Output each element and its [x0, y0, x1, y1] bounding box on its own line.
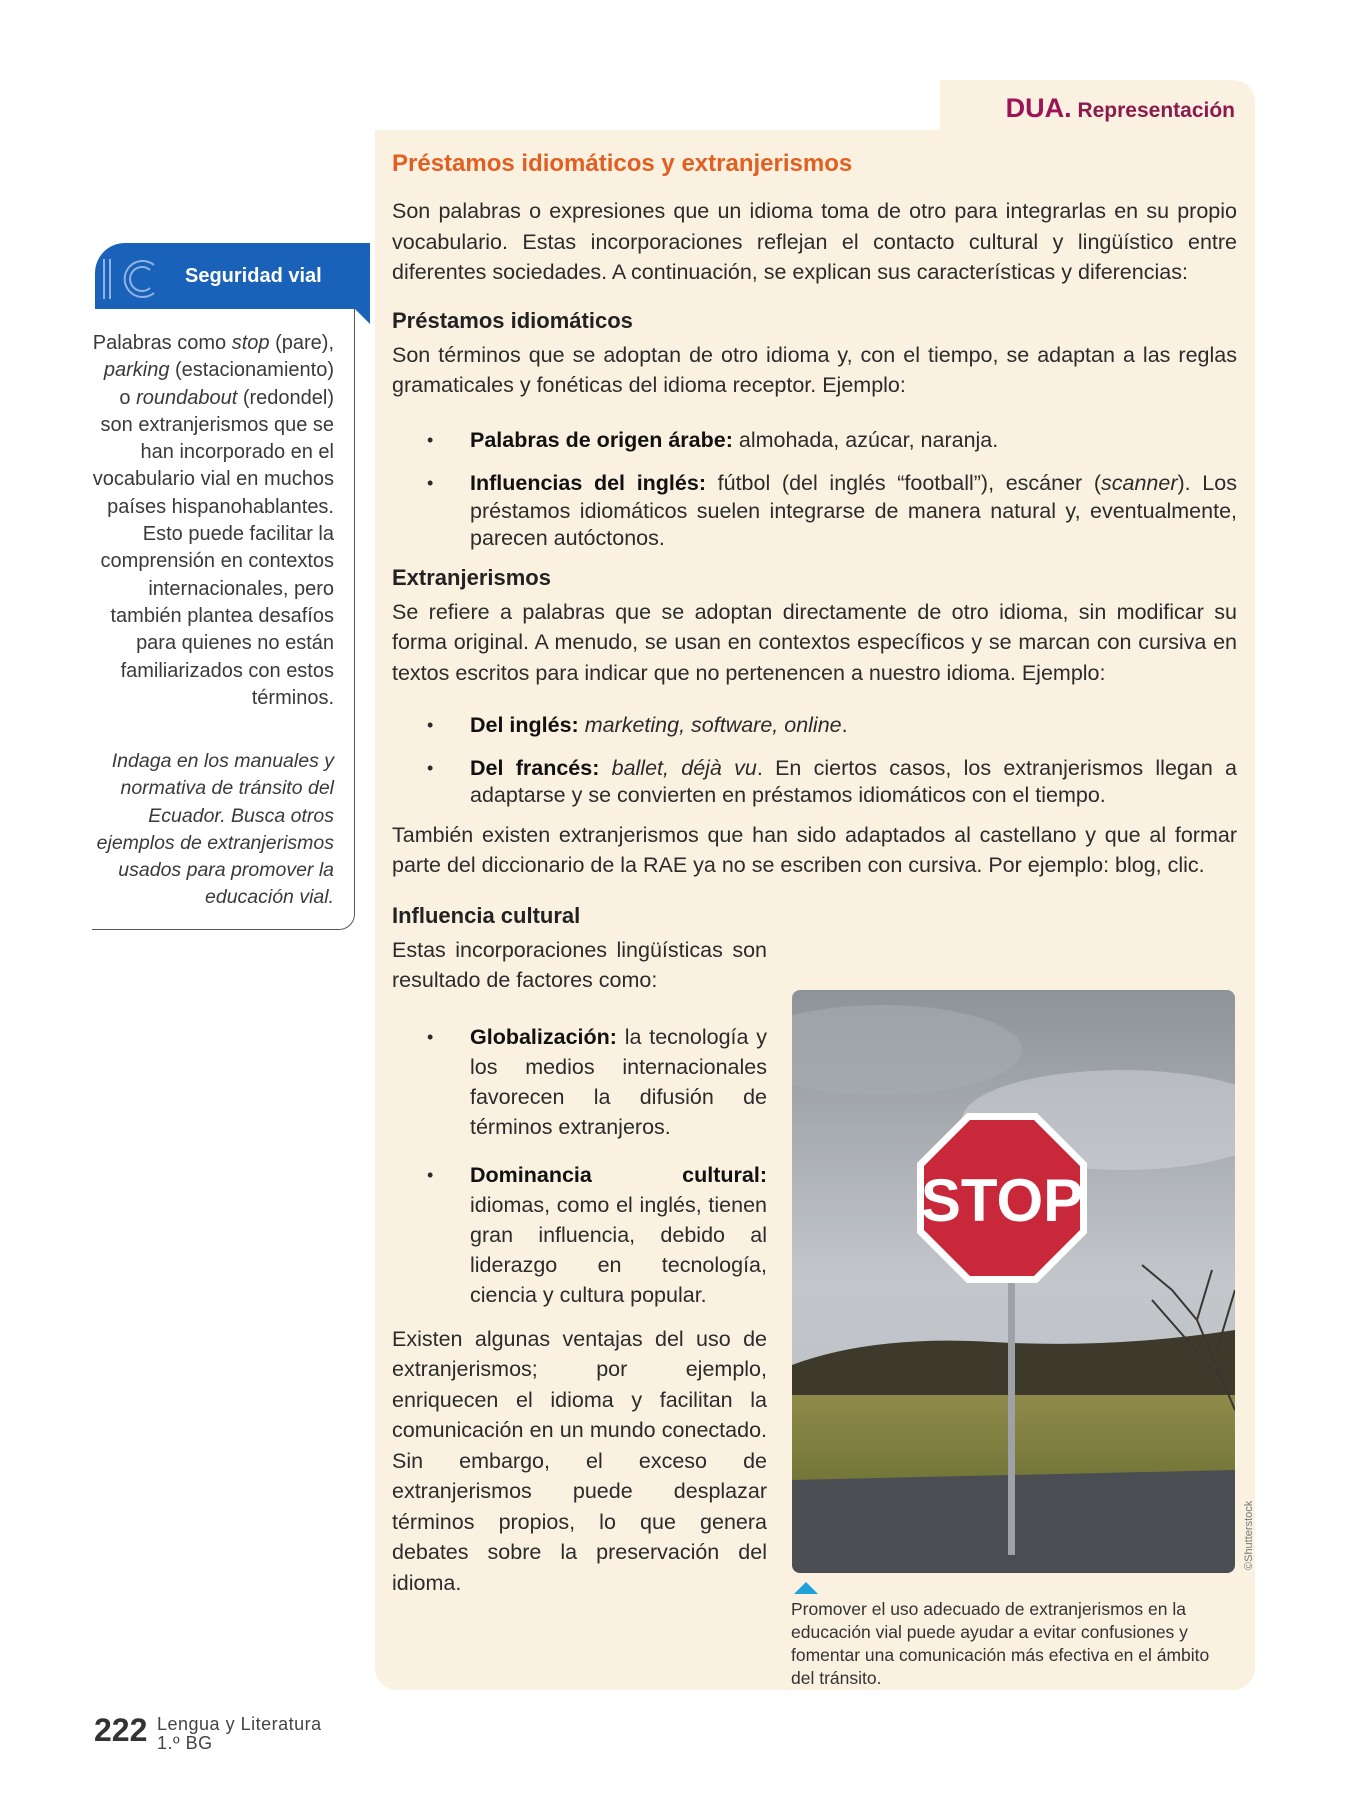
sidebar-tab-corner — [355, 309, 370, 324]
list-item — [392, 427, 1237, 455]
photo-caption: Promover el uso adecuado de extranjerismos en la educación vial puede ayudar a evitar confusiones y fomentar una comunicación más efectiva en el ámbito del tránsito. — [791, 1599, 1210, 1688]
bullet-text: . En ciertos casos, los extranjerismos llegan a adaptarse y se convierten en préstamos idiomáticos con el tiempo. — [470, 755, 1237, 807]
bullet-text: almohada, azúcar, naranja. — [732, 427, 999, 452]
prestamos-heading: Préstamos idiomáticos — [392, 307, 633, 333]
influencia-list — [392, 1022, 767, 1310]
subject-label — [157, 1715, 322, 1753]
dua-label — [1006, 93, 1235, 124]
extranjerismos-after: También existen extranjerismos que han sido adaptados al castellano y que al formar parte del diccionario de la RAE ya no se escriben con cursiva. Por ejemplo: blog, clic. — [392, 822, 1237, 877]
sign-text: STOP — [920, 1167, 1084, 1234]
grade-label: 1.º BG — [157, 1733, 213, 1753]
sidebar-text-part: Palabras como — [92, 332, 232, 354]
subject-name: Lengua y Literatura — [157, 1714, 322, 1734]
extranjerismos-paragraph: Se refiere a palabras que se adoptan directamente de otro idioma, sin modificar su forma original. A menudo, se usan en contextos específicos y se marcan con cursiva en textos escritos para indicar que no pertenencen a nuestro idioma. Ejemplo: — [392, 599, 1237, 685]
bullet-italic: scanner — [1101, 471, 1178, 495]
influencia-column — [392, 935, 767, 1599]
section-title: Préstamos idiomáticos y extranjerismos — [392, 150, 853, 177]
influencia-paragraph: Estas incorporaciones lingüísticas son resultado de factores como: — [392, 937, 767, 992]
sidebar-text-part: (estacionamiento) o — [119, 359, 334, 409]
sidebar-text-part: (redondel) son extranjerismos que se han incorporado en el vocabulario vial en muchos países hispanohablantes. Esto puede facilitar la comprensión en contextos internacionales, pero también plantea desafíos para quienes no están familiarizados con estos términos. — [92, 386, 334, 709]
dua-category: Representación — [1077, 99, 1235, 122]
bullet-text: ). Los préstamos idiomáticos suelen integrarse de manera natural y, eventualmente, parecen autóctonos. — [470, 471, 1237, 550]
sidebar-note: Indaga en los manuales y normativa de tránsito del Ecuador. Busca otros ejemplos de extranjerismos usados para promover la educación vial. — [96, 750, 334, 909]
sidebar-title: Seguridad vial — [185, 265, 322, 287]
influencia-closing: Existen algunas ventajas del uso de extranjerismos; por ejemplo, enriquecen el idioma y facilitan la comunicación en un mundo conectado. Sin embargo, el exceso de extranjerismos puede desplazar términos propios, lo que genera debates sobre la preservación del idioma. — [392, 1326, 767, 1595]
list-item — [392, 470, 1237, 553]
list-item — [392, 755, 1237, 810]
bullet-italic: marketing, software, online — [578, 713, 842, 737]
list-item — [392, 1022, 767, 1142]
sidebar-text — [92, 330, 334, 712]
bullet-label: Influencias del inglés: — [470, 471, 706, 495]
caption-triangle-icon — [794, 1582, 818, 1594]
bullet-label: Del inglés: — [470, 713, 579, 737]
photo-credit: ©Shutterstock — [1243, 1500, 1255, 1570]
extranjerismos-heading: Extranjerismos — [392, 564, 551, 590]
list-item — [392, 712, 1237, 740]
dua-abbrev: DUA. — [1005, 93, 1072, 123]
bullet-italic: ballet, déjà vu — [599, 755, 757, 780]
bullet-label: Palabras de origen árabe: — [470, 427, 733, 452]
panel-notch — [375, 80, 940, 130]
sidebar-italic: stop — [231, 332, 270, 354]
ic-logo-icon — [98, 253, 160, 303]
bullet-text: fútbol (del inglés “football”), escáner ( — [705, 471, 1102, 495]
list-item — [392, 1160, 767, 1310]
sidebar-italic: parking — [103, 359, 170, 382]
bullet-text: la tecnología y los medios internacionales favorecen la difusión de términos extranjeros. — [470, 1024, 767, 1139]
page-number: 222 — [94, 1712, 148, 1748]
prestamos-list — [392, 427, 1237, 553]
extranjerismos-list — [392, 712, 1237, 810]
bullet-label: Del francés: — [470, 755, 600, 780]
influencia-heading: Influencia cultural — [392, 902, 581, 928]
bullet-label: Globalización: — [470, 1024, 617, 1049]
intro-paragraph: Son palabras o expresiones que un idioma toma de otro para integrarlas en su propio vocabulario. Estas incorporaciones reflejan el contacto cultural y lingüístico entre diferentes sociedades. A continuación, se explican sus características y diferencias: — [392, 199, 1237, 284]
bullet-label: Dominancia cultural: — [470, 1162, 767, 1187]
prestamos-paragraph: Son términos que se adoptan de otro idioma y, con el tiempo, se adaptan a las reglas gramaticales y fonéticas del idioma receptor. Ejemplo: — [392, 342, 1237, 397]
stop-sign-photo — [792, 990, 1235, 1573]
bullet-text: idiomas, como el inglés, tienen gran influencia, debido al liderazgo en tecnología, ciencia y cultura popular. — [470, 1192, 767, 1307]
sidebar-text-part: (pare), — [269, 332, 334, 354]
bullet-text: . — [841, 713, 848, 737]
sidebar-italic: roundabout — [136, 386, 238, 409]
